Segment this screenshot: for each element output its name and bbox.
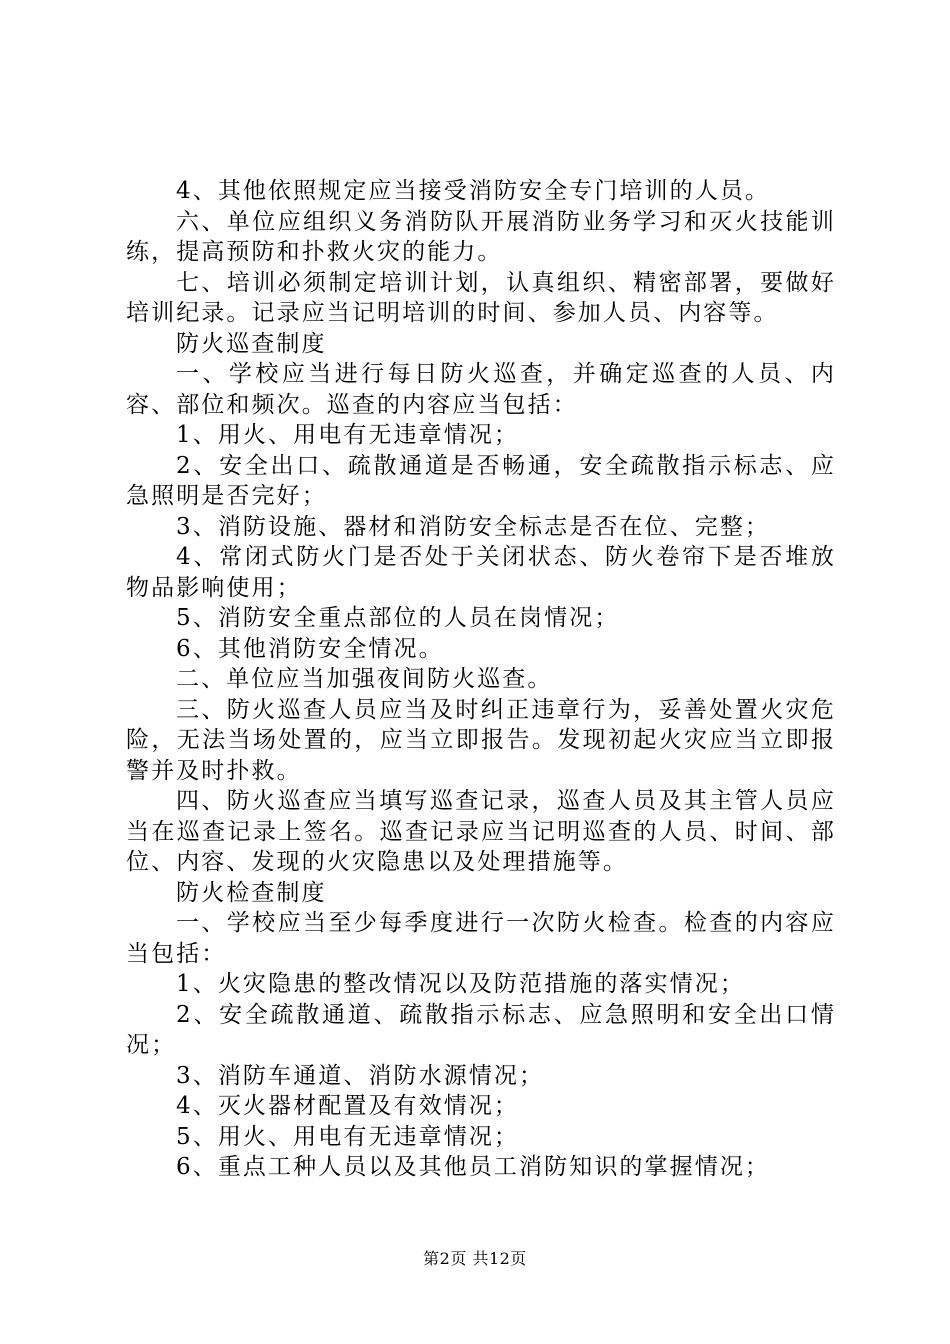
page-number-footer: 第2页 共12页 xyxy=(423,1249,527,1268)
paragraph: 一、学校应当至少每季度进行一次防火检查。检查的内容应当包括： xyxy=(126,910,836,967)
list-item: 2、安全出口、疏散通道是否畅通，安全疏散指示标志、应急照明是否完好； xyxy=(126,452,836,509)
list-item: 3、消防车通道、消防水源情况； xyxy=(176,1062,545,1089)
section-heading: 防火检查制度 xyxy=(176,879,327,906)
list-item: 2、安全疏散通道、疏散指示标志、应急照明和安全出口情况； xyxy=(126,1001,836,1058)
paragraph: 一、学校应当进行每日防火巡查，并确定巡查的人员、内容、部位和频次。巡查的内容应当包括： xyxy=(126,361,836,418)
section-heading: 防火巡查制度 xyxy=(176,330,327,357)
list-item: 4、常闭式防火门是否处于关闭状态、防火卷帘下是否堆放物品影响使用； xyxy=(126,544,836,601)
list-item: 6、其他消防安全情况。 xyxy=(176,635,444,662)
list-item: 5、用火、用电有无违章情况； xyxy=(176,1123,520,1150)
list-item: 4、灭火器材配置及有效情况； xyxy=(176,1093,520,1119)
list-item: 6、重点工种人员以及其他员工消防知识的掌握情况； xyxy=(176,1154,771,1180)
paragraph: 四、防火巡查应当填写巡查记录，巡查人员及其主管人员应当在巡查记录上签名。巡查记录应当记明巡查的人员、时间、部位、内容、发现的火灾隐患以及处理措施等。 xyxy=(126,788,836,875)
document-body xyxy=(126,176,836,1183)
paragraph: 三、防火巡查人员应当及时纠正违章行为，妥善处置火灾危险，无法当场处置的，应当立即报告。发现初起火灾应当立即报警并及时扑救。 xyxy=(126,696,836,784)
paragraph: 4、其他依照规定应当接受消防安全专门培训的人员。 xyxy=(176,178,771,204)
paragraph: 二、单位应当加强夜间防火巡查。 xyxy=(176,666,553,692)
paragraph: 六、单位应组织义务消防队开展消防业务学习和灭火技能训练，提高预防和扑救火灾的能力。 xyxy=(126,208,836,265)
paragraph: 七、培训必须制定培训计划，认真组织、精密部署，要做好培训纪录。记录应当记明培训的时间、参加人员、内容等。 xyxy=(126,269,836,326)
list-item: 5、消防安全重点部位的人员在岗情况； xyxy=(176,605,620,631)
list-item: 1、用火、用电有无违章情况； xyxy=(176,422,520,448)
list-item: 1、火灾隐患的整改情况以及防范措施的落实情况； xyxy=(176,971,745,997)
list-item: 3、消防设施、器材和消防安全标志是否在位、完整； xyxy=(176,513,771,540)
